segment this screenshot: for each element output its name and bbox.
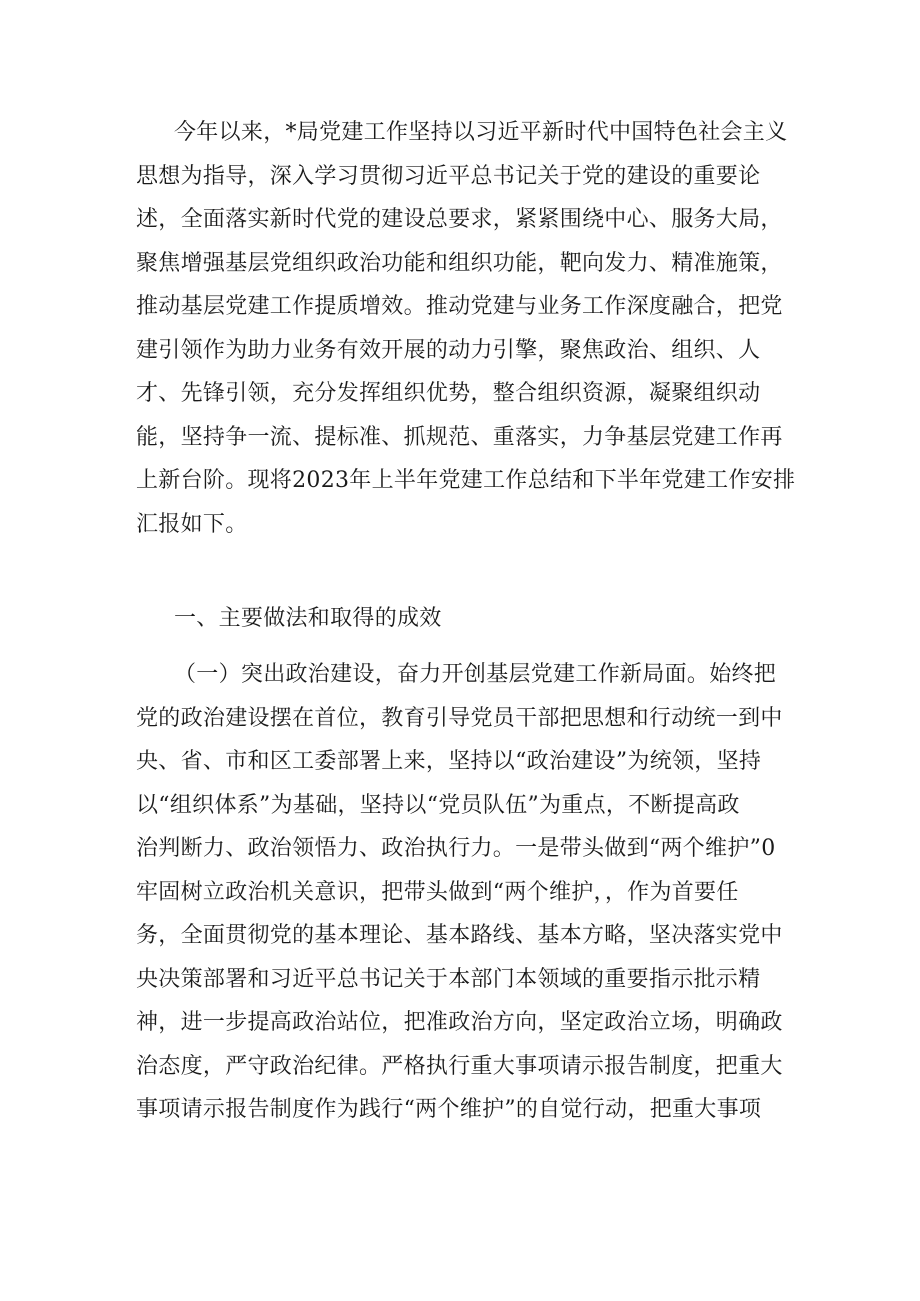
paragraph-line: 神，进一步提高政治站位，把准政治方向，坚定政治立场，明确政 (136, 1010, 783, 1035)
intro-paragraph (136, 111, 796, 546)
paragraph-line: 以“组织体系”为基础，坚持以“党员队伍”为重点，不断提高政 (136, 792, 740, 818)
paragraph-line: 建引领作为助力业务有效开展的动力引擎，聚焦政治、组织、人 (136, 337, 761, 363)
section-heading: 一、主要做法和取得的成效 (174, 606, 442, 631)
paragraph-line: 央、省、市和区工委部署上来，坚持以“政治建设”为统领，坚持 (136, 749, 762, 774)
paragraph-line: 上新台阶。现将2023年上半年党建工作总结和下半年党建工作安排 (136, 468, 796, 493)
paragraph-line: 思想为指导，深入学习贯彻习近平总书记关于党的建设的重要论 (136, 163, 761, 189)
paragraph-line: 央决策部署和习近平总书记关于本部门本领域的重要指示批示精 (136, 966, 761, 992)
paragraph-line: 今年以来，*局党建工作坚持以习近平新时代中国特色社会主义 (174, 120, 788, 145)
paragraph-line: 治判断力、政治领悟力、政治执行力。一是带头做到“两个维护”0 (136, 836, 776, 861)
paragraph-line: （一）突出政治建设，奋力开创基层党建工作新局面。始终把 (174, 662, 777, 687)
paragraph-line: 汇报如下。 (136, 511, 248, 537)
paragraph-line: 治态度，严守政治纪律。严格执行重大事项请示报告制度，把重大 (136, 1053, 783, 1079)
paragraph-line: 牢固树立政治机关意识，把带头做到“两个维护，，作为首要任 (136, 879, 739, 905)
paragraph-line: 务，全面贯彻党的基本理论、基本路线、基本方略，坚决落实党中 (136, 923, 783, 948)
paragraph-line: 聚焦增强基层党组织政治功能和组织功能，靶向发力、精准施策， (136, 250, 783, 276)
paragraph-line: 才、先锋引领，充分发挥组织优势，整合组织资源，凝聚组织动 (136, 381, 761, 406)
paragraph-line: 能，坚持争一流、提标准、抓规范、重落实，力争基层党建工作再 (136, 424, 783, 450)
sub-section-paragraph (136, 653, 783, 1132)
paragraph-line: 述，全面落实新时代党的建设总要求，紧紧围绕中心、服务大局， (136, 207, 783, 232)
paragraph-line: 党的政治建设摆在首位，教育引导党员干部把思想和行动统一到中 (136, 705, 783, 731)
paragraph-line: 事项请示报告制度作为践行“两个维护”的自觉行动，把重大事项 (136, 1097, 762, 1122)
paragraph-line: 推动基层党建工作提质增效。推动党建与业务工作深度融合，把党 (136, 294, 783, 319)
